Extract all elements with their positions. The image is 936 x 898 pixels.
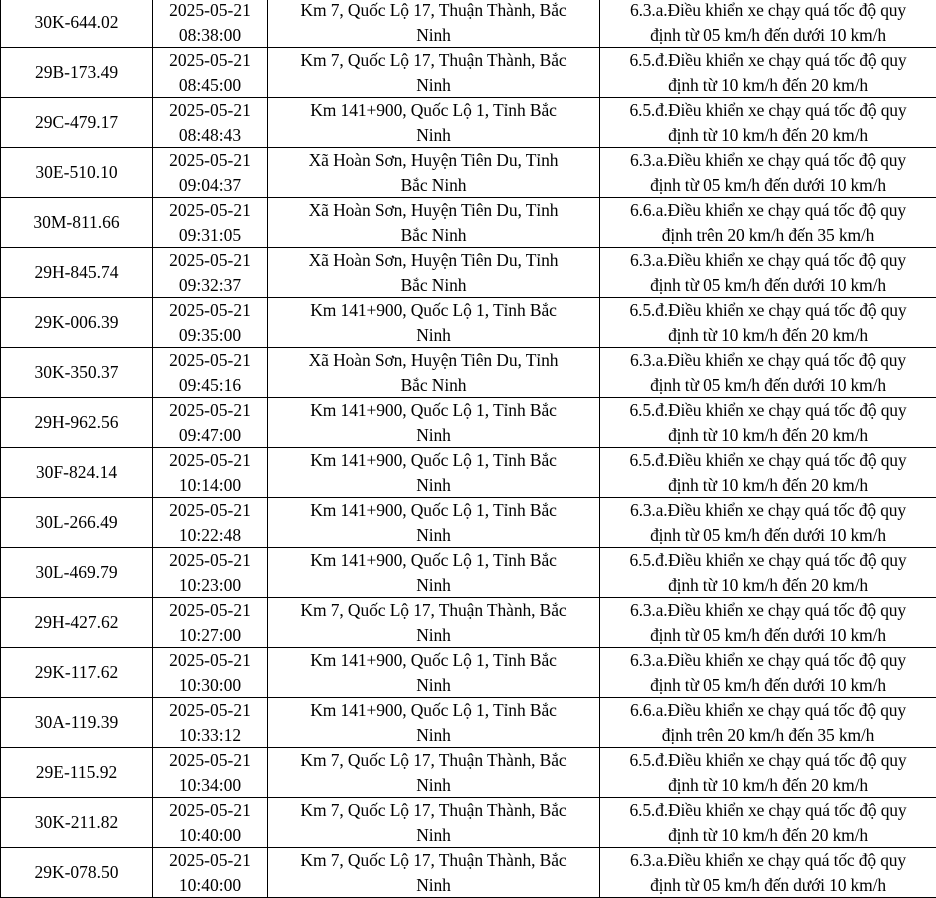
location-line: Xã Hoàn Sơn, Huyện Tiên Du, Tỉnh	[271, 248, 596, 273]
location-line: Xã Hoàn Sơn, Huyện Tiên Du, Tỉnh	[271, 348, 596, 373]
violation-line: định từ 10 km/h đến 20 km/h	[603, 573, 933, 598]
timestamp-cell	[153, 848, 268, 898]
location-line: Ninh	[271, 773, 596, 798]
violation-time: 09:31:05	[156, 223, 264, 248]
timestamp-cell	[153, 548, 268, 598]
location-cell	[268, 648, 600, 698]
location-cell	[268, 348, 600, 398]
violation-line: định từ 10 km/h đến 20 km/h	[603, 773, 933, 798]
violation-cell	[600, 548, 936, 598]
location-line: Ninh	[271, 823, 596, 848]
table-row	[1, 0, 936, 48]
violation-line: định từ 05 km/h đến dưới 10 km/h	[603, 173, 933, 198]
table-row	[1, 648, 936, 698]
violation-line: 6.5.đ.Điều khiển xe chạy quá tốc độ quy	[603, 798, 933, 823]
table-row	[1, 148, 936, 198]
violation-line: định từ 10 km/h đến 20 km/h	[603, 823, 933, 848]
violation-time: 08:48:43	[156, 123, 264, 148]
timestamp-cell	[153, 48, 268, 98]
violation-time: 10:27:00	[156, 623, 264, 648]
violation-cell	[600, 598, 936, 648]
violation-date: 2025-05-21	[156, 348, 264, 373]
location-line: Km 141+900, Quốc Lộ 1, Tỉnh Bắc	[271, 548, 596, 573]
location-line: Ninh	[271, 323, 596, 348]
violation-cell	[600, 798, 936, 848]
violation-cell	[600, 748, 936, 798]
violation-line: định từ 05 km/h đến dưới 10 km/h	[603, 523, 933, 548]
location-line: Ninh	[271, 23, 596, 48]
location-line: Ninh	[271, 573, 596, 598]
location-line: Km 141+900, Quốc Lộ 1, Tỉnh Bắc	[271, 298, 596, 323]
table-row	[1, 498, 936, 548]
violation-time: 09:35:00	[156, 323, 264, 348]
location-cell	[268, 698, 600, 748]
location-line: Ninh	[271, 523, 596, 548]
violation-line: định từ 05 km/h đến dưới 10 km/h	[603, 673, 933, 698]
location-line: Ninh	[271, 473, 596, 498]
location-line: Km 141+900, Quốc Lộ 1, Tỉnh Bắc	[271, 498, 596, 523]
location-line: Ninh	[271, 623, 596, 648]
location-line: Ninh	[271, 423, 596, 448]
violation-line: 6.3.a.Điều khiển xe chạy quá tốc độ quy	[603, 598, 933, 623]
violation-date: 2025-05-21	[156, 398, 264, 423]
table-row	[1, 548, 936, 598]
violation-date: 2025-05-21	[156, 48, 264, 73]
violation-line: định từ 05 km/h đến dưới 10 km/h	[603, 273, 933, 298]
location-cell	[268, 498, 600, 548]
timestamp-cell	[153, 698, 268, 748]
violation-cell	[600, 298, 936, 348]
timestamp-cell	[153, 448, 268, 498]
violation-date: 2025-05-21	[156, 498, 264, 523]
violation-time: 10:40:00	[156, 823, 264, 848]
location-line: Km 7, Quốc Lộ 17, Thuận Thành, Bắc	[271, 598, 596, 623]
license-plate-cell: 30L-469.79	[1, 548, 153, 598]
license-plate-cell: 29K-078.50	[1, 848, 153, 898]
violation-date: 2025-05-21	[156, 648, 264, 673]
table-row	[1, 698, 936, 748]
violation-time: 10:14:00	[156, 473, 264, 498]
location-line: Km 141+900, Quốc Lộ 1, Tỉnh Bắc	[271, 648, 596, 673]
violation-time: 09:04:37	[156, 173, 264, 198]
location-cell	[268, 298, 600, 348]
license-plate-cell: 30K-644.02	[1, 0, 153, 48]
table-row	[1, 398, 936, 448]
violation-cell	[600, 148, 936, 198]
violation-line: định từ 05 km/h đến dưới 10 km/h	[603, 373, 933, 398]
violations-table-body	[1, 0, 936, 898]
violation-cell	[600, 98, 936, 148]
license-plate-cell: 29H-845.74	[1, 248, 153, 298]
violation-line: 6.3.a.Điều khiển xe chạy quá tốc độ quy	[603, 848, 933, 873]
violation-line: 6.3.a.Điều khiển xe chạy quá tốc độ quy	[603, 148, 933, 173]
violation-time: 10:30:00	[156, 673, 264, 698]
location-line: Bắc Ninh	[271, 223, 596, 248]
violation-time: 10:22:48	[156, 523, 264, 548]
timestamp-cell	[153, 198, 268, 248]
violation-line: 6.3.a.Điều khiển xe chạy quá tốc độ quy	[603, 648, 933, 673]
location-cell	[268, 248, 600, 298]
violation-line: 6.3.a.Điều khiển xe chạy quá tốc độ quy	[603, 348, 933, 373]
violation-date: 2025-05-21	[156, 848, 264, 873]
violation-time: 08:45:00	[156, 73, 264, 98]
location-cell	[268, 198, 600, 248]
violation-time: 10:33:12	[156, 723, 264, 748]
timestamp-cell	[153, 748, 268, 798]
violation-time: 10:23:00	[156, 573, 264, 598]
violation-cell	[600, 698, 936, 748]
table-row	[1, 48, 936, 98]
violation-line: 6.3.a.Điều khiển xe chạy quá tốc độ quy	[603, 498, 933, 523]
violation-line: định từ 10 km/h đến 20 km/h	[603, 73, 933, 98]
location-line: Ninh	[271, 873, 596, 898]
location-line: Km 141+900, Quốc Lộ 1, Tỉnh Bắc	[271, 398, 596, 423]
violation-date: 2025-05-21	[156, 698, 264, 723]
violation-line: định từ 05 km/h đến dưới 10 km/h	[603, 873, 933, 898]
violation-line: 6.5.đ.Điều khiển xe chạy quá tốc độ quy	[603, 98, 933, 123]
timestamp-cell	[153, 598, 268, 648]
timestamp-cell	[153, 398, 268, 448]
violation-cell	[600, 498, 936, 548]
violation-cell	[600, 248, 936, 298]
location-cell	[268, 848, 600, 898]
table-row	[1, 98, 936, 148]
violation-date: 2025-05-21	[156, 0, 264, 23]
violation-line: 6.5.đ.Điều khiển xe chạy quá tốc độ quy	[603, 48, 933, 73]
location-cell	[268, 448, 600, 498]
violation-time: 09:45:16	[156, 373, 264, 398]
violation-cell	[600, 198, 936, 248]
license-plate-cell: 29K-117.62	[1, 648, 153, 698]
location-line: Xã Hoàn Sơn, Huyện Tiên Du, Tỉnh	[271, 148, 596, 173]
violation-cell	[600, 348, 936, 398]
violation-date: 2025-05-21	[156, 198, 264, 223]
timestamp-cell	[153, 148, 268, 198]
violation-line: 6.3.a.Điều khiển xe chạy quá tốc độ quy	[603, 0, 933, 23]
location-line: Km 141+900, Quốc Lộ 1, Tỉnh Bắc	[271, 98, 596, 123]
license-plate-cell: 30F-824.14	[1, 448, 153, 498]
violation-line: định từ 05 km/h đến dưới 10 km/h	[603, 23, 933, 48]
license-plate-cell: 30M-811.66	[1, 198, 153, 248]
timestamp-cell	[153, 248, 268, 298]
violation-line: 6.3.a.Điều khiển xe chạy quá tốc độ quy	[603, 248, 933, 273]
violation-line: 6.6.a.Điều khiển xe chạy quá tốc độ quy	[603, 198, 933, 223]
location-line: Bắc Ninh	[271, 173, 596, 198]
location-line: Km 7, Quốc Lộ 17, Thuận Thành, Bắc	[271, 748, 596, 773]
violation-cell	[600, 48, 936, 98]
violation-line: 6.5.đ.Điều khiển xe chạy quá tốc độ quy	[603, 448, 933, 473]
violation-time: 09:47:00	[156, 423, 264, 448]
location-cell	[268, 598, 600, 648]
location-cell	[268, 748, 600, 798]
table-row	[1, 448, 936, 498]
location-line: Bắc Ninh	[271, 273, 596, 298]
violation-date: 2025-05-21	[156, 598, 264, 623]
violation-line: 6.5.đ.Điều khiển xe chạy quá tốc độ quy	[603, 548, 933, 573]
license-plate-cell: 30K-350.37	[1, 348, 153, 398]
location-line: Ninh	[271, 673, 596, 698]
timestamp-cell	[153, 298, 268, 348]
violation-line: 6.5.đ.Điều khiển xe chạy quá tốc độ quy	[603, 298, 933, 323]
license-plate-cell: 30L-266.49	[1, 498, 153, 548]
license-plate-cell: 29H-962.56	[1, 398, 153, 448]
location-line: Bắc Ninh	[271, 373, 596, 398]
violation-line: định từ 10 km/h đến 20 km/h	[603, 423, 933, 448]
violation-cell	[600, 398, 936, 448]
license-plate-cell: 29H-427.62	[1, 598, 153, 648]
license-plate-cell: 30E-510.10	[1, 148, 153, 198]
license-plate-cell: 29C-479.17	[1, 98, 153, 148]
table-row	[1, 348, 936, 398]
table-row	[1, 848, 936, 898]
location-cell	[268, 798, 600, 848]
location-cell	[268, 148, 600, 198]
table-row	[1, 748, 936, 798]
location-cell	[268, 548, 600, 598]
table-row	[1, 598, 936, 648]
violation-line: định từ 10 km/h đến 20 km/h	[603, 123, 933, 148]
location-cell	[268, 48, 600, 98]
violation-date: 2025-05-21	[156, 748, 264, 773]
location-line: Km 141+900, Quốc Lộ 1, Tỉnh Bắc	[271, 448, 596, 473]
timestamp-cell	[153, 348, 268, 398]
location-line: Xã Hoàn Sơn, Huyện Tiên Du, Tỉnh	[271, 198, 596, 223]
location-line: Ninh	[271, 723, 596, 748]
location-cell	[268, 98, 600, 148]
violation-time: 10:34:00	[156, 773, 264, 798]
timestamp-cell	[153, 648, 268, 698]
violation-line: 6.6.a.Điều khiển xe chạy quá tốc độ quy	[603, 698, 933, 723]
violation-time: 09:32:37	[156, 273, 264, 298]
violation-cell	[600, 848, 936, 898]
violation-time: 08:38:00	[156, 23, 264, 48]
violation-line: 6.5.đ.Điều khiển xe chạy quá tốc độ quy	[603, 748, 933, 773]
timestamp-cell	[153, 0, 268, 48]
timestamp-cell	[153, 498, 268, 548]
violation-cell	[600, 448, 936, 498]
license-plate-cell: 29B-173.49	[1, 48, 153, 98]
violation-cell	[600, 0, 936, 48]
license-plate-cell: 29E-115.92	[1, 748, 153, 798]
violation-line: định trên 20 km/h đến 35 km/h	[603, 223, 933, 248]
location-line: Ninh	[271, 123, 596, 148]
location-line: Ninh	[271, 73, 596, 98]
license-plate-cell: 30A-119.39	[1, 698, 153, 748]
timestamp-cell	[153, 798, 268, 848]
location-line: Km 7, Quốc Lộ 17, Thuận Thành, Bắc	[271, 848, 596, 873]
violation-date: 2025-05-21	[156, 548, 264, 573]
table-row	[1, 248, 936, 298]
table-row	[1, 298, 936, 348]
violation-line: định từ 05 km/h đến dưới 10 km/h	[603, 623, 933, 648]
location-line: Km 7, Quốc Lộ 17, Thuận Thành, Bắc	[271, 48, 596, 73]
location-line: Km 141+900, Quốc Lộ 1, Tỉnh Bắc	[271, 698, 596, 723]
violation-date: 2025-05-21	[156, 98, 264, 123]
violation-cell	[600, 648, 936, 698]
table-row	[1, 198, 936, 248]
timestamp-cell	[153, 98, 268, 148]
location-line: Km 7, Quốc Lộ 17, Thuận Thành, Bắc	[271, 798, 596, 823]
location-line: Km 7, Quốc Lộ 17, Thuận Thành, Bắc	[271, 0, 596, 23]
license-plate-cell: 29K-006.39	[1, 298, 153, 348]
violation-date: 2025-05-21	[156, 148, 264, 173]
violation-date: 2025-05-21	[156, 448, 264, 473]
table-row	[1, 798, 936, 848]
violation-line: định trên 20 km/h đến 35 km/h	[603, 723, 933, 748]
location-cell	[268, 0, 600, 48]
violation-time: 10:40:00	[156, 873, 264, 898]
violation-line: định từ 10 km/h đến 20 km/h	[603, 473, 933, 498]
violation-date: 2025-05-21	[156, 248, 264, 273]
license-plate-cell: 30K-211.82	[1, 798, 153, 848]
location-cell	[268, 398, 600, 448]
violation-line: 6.5.đ.Điều khiển xe chạy quá tốc độ quy	[603, 398, 933, 423]
violation-date: 2025-05-21	[156, 798, 264, 823]
violation-line: định từ 10 km/h đến 20 km/h	[603, 323, 933, 348]
violation-date: 2025-05-21	[156, 298, 264, 323]
